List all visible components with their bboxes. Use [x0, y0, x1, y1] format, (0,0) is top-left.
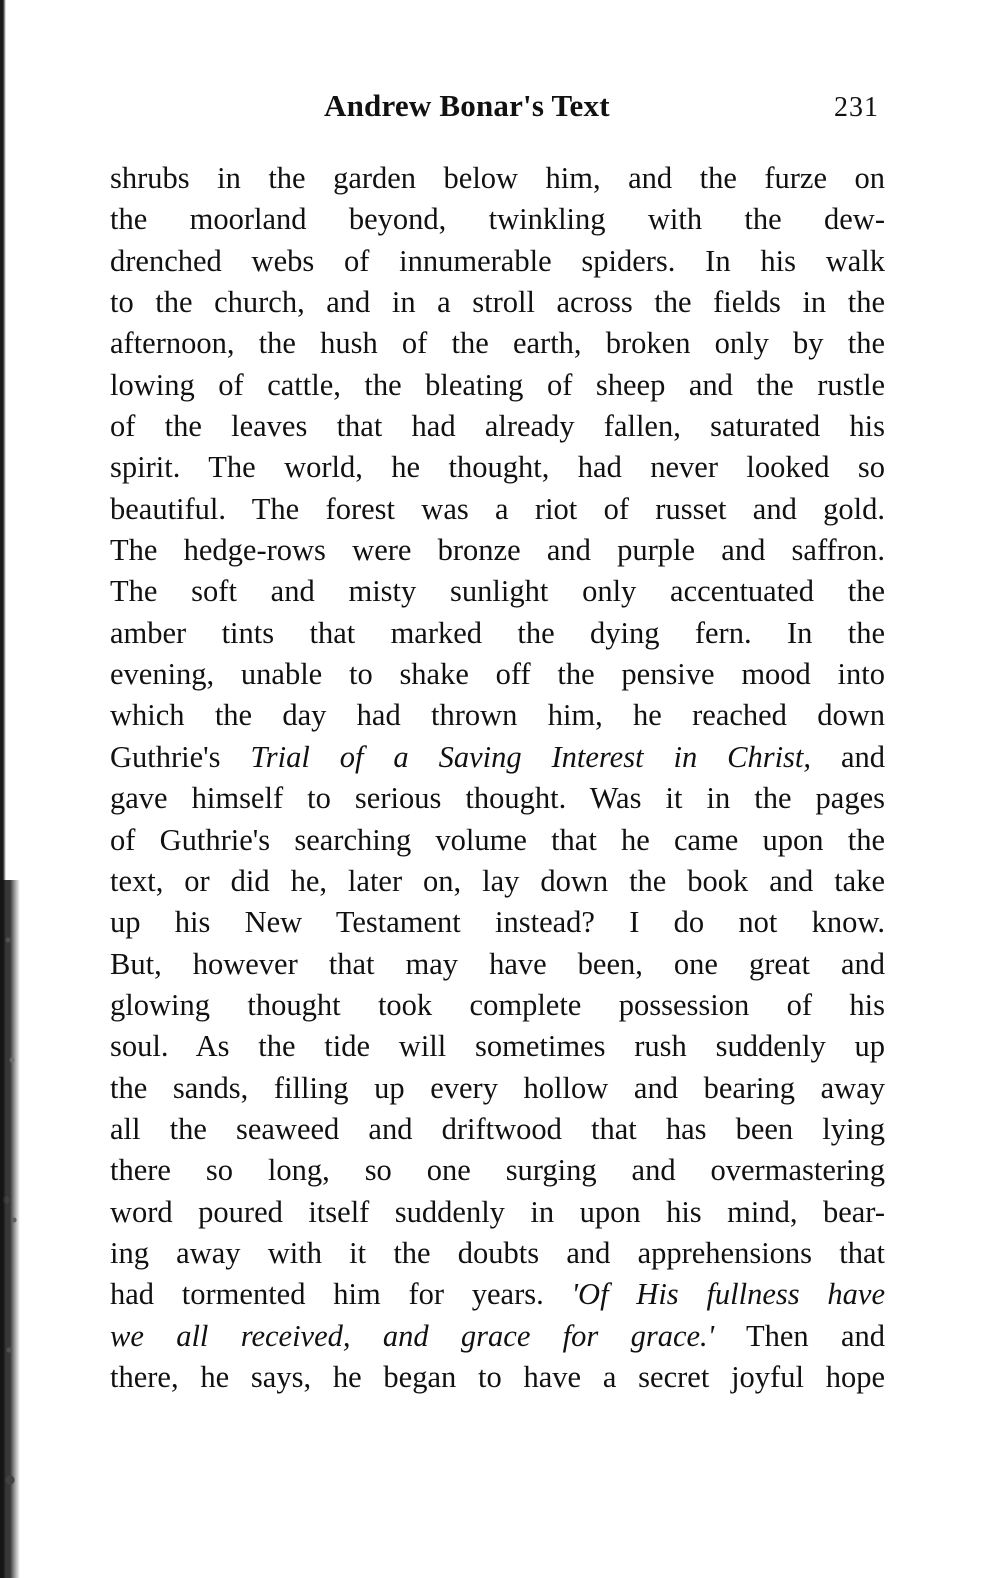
- text-segment: Guthrie's: [110, 739, 251, 774]
- text-segment: there, he says, he began to have a secret joyful hope: [110, 1359, 885, 1394]
- text-line: [110, 1026, 885, 1067]
- text-segment: The soft and misty sunlight only accentuated the: [110, 574, 885, 609]
- text-segment: there so long, so one surging and overmastering: [110, 1153, 885, 1188]
- text-line: [110, 1316, 885, 1357]
- italic-text-segment: we all received, and grace for grace.': [110, 1318, 715, 1353]
- text-segment: the sands, filling up every hollow and bearing away: [110, 1070, 885, 1105]
- text-segment: The hedge-rows were bronze and purple and saffron.: [110, 533, 885, 568]
- text-line: [110, 1068, 885, 1109]
- text-segment: ing away with it the doubts and apprehensions that: [110, 1235, 885, 1270]
- text-segment: which the day had thrown him, he reached down: [110, 698, 885, 733]
- text-line: [110, 985, 885, 1026]
- text-line: [110, 447, 885, 488]
- text-segment: had tormented him for years.: [110, 1277, 572, 1312]
- text-segment: drenched webs of innumerable spiders. In his walk: [110, 243, 885, 278]
- text-segment: gave himself to serious thought. Was it in the pages: [110, 781, 885, 816]
- body-text: [110, 158, 885, 1398]
- text-segment: evening, unable to shake off the pensive mood into: [110, 657, 885, 692]
- text-line: [110, 1109, 885, 1150]
- italic-text-segment: 'Of His fullness have: [571, 1277, 885, 1312]
- text-segment: But, however that may have been, one great and: [110, 946, 885, 981]
- text-line: [110, 1274, 885, 1315]
- text-line: [110, 406, 885, 447]
- text-segment: lowing of cattle, the bleating of sheep and the rustle: [110, 367, 885, 402]
- text-segment: text, or did he, later on, lay down the book and take: [110, 863, 885, 898]
- text-segment: of the leaves that had already fallen, saturated his: [110, 409, 885, 444]
- text-segment: and: [811, 739, 885, 774]
- text-segment: the moorland beyond, twinkling with the dew-: [110, 202, 885, 237]
- text-segment: afternoon, the hush of the earth, broken only by the: [110, 326, 885, 361]
- text-line: [110, 241, 885, 282]
- text-line: [110, 778, 885, 819]
- text-line: [110, 323, 885, 364]
- text-segment: beautiful. The forest was a riot of russet and gold.: [110, 491, 885, 526]
- text-line: [110, 530, 885, 571]
- text-segment: all the seaweed and driftwood that has been lying: [110, 1111, 885, 1146]
- text-line: [110, 571, 885, 612]
- text-line: [110, 820, 885, 861]
- text-line: [110, 1357, 885, 1398]
- text-segment: glowing thought took complete possession of his: [110, 987, 885, 1022]
- text-line: [110, 158, 885, 199]
- text-line: [110, 489, 885, 530]
- text-segment: up his New Testament instead? I do not know.: [110, 905, 885, 940]
- text-line: [110, 1150, 885, 1191]
- page-header: [110, 88, 885, 132]
- text-line: [110, 1233, 885, 1274]
- text-line: [110, 365, 885, 406]
- italic-text-segment: Trial of a Saving Interest in Christ,: [250, 739, 812, 774]
- text-line: [110, 1192, 885, 1233]
- page-number: 231: [834, 92, 879, 123]
- text-segment: shrubs in the garden below him, and the furze on: [110, 161, 885, 195]
- text-segment: spirit. The world, he thought, had never looked so: [110, 450, 885, 485]
- text-line: [110, 695, 885, 736]
- text-segment: Then and: [714, 1318, 886, 1353]
- text-line: [110, 613, 885, 654]
- text-line: [110, 902, 885, 943]
- text-line: [110, 654, 885, 695]
- text-segment: to the church, and in a stroll across the fields in the: [110, 285, 885, 320]
- text-line: [110, 944, 885, 985]
- page-binding-shadow: [0, 880, 26, 1578]
- text-line: [110, 737, 885, 778]
- text-line: [110, 282, 885, 323]
- text-line: [110, 861, 885, 902]
- text-segment: word poured itself suddenly in upon his mind, bear-: [110, 1194, 885, 1229]
- text-line: [110, 199, 885, 240]
- running-title: Andrew Bonar's Text: [324, 88, 610, 123]
- text-segment: of Guthrie's searching volume that he came upon the: [110, 822, 885, 857]
- text-segment: amber tints that marked the dying fern. In the: [110, 615, 885, 650]
- text-segment: soul. As the tide will sometimes rush suddenly up: [110, 1029, 885, 1064]
